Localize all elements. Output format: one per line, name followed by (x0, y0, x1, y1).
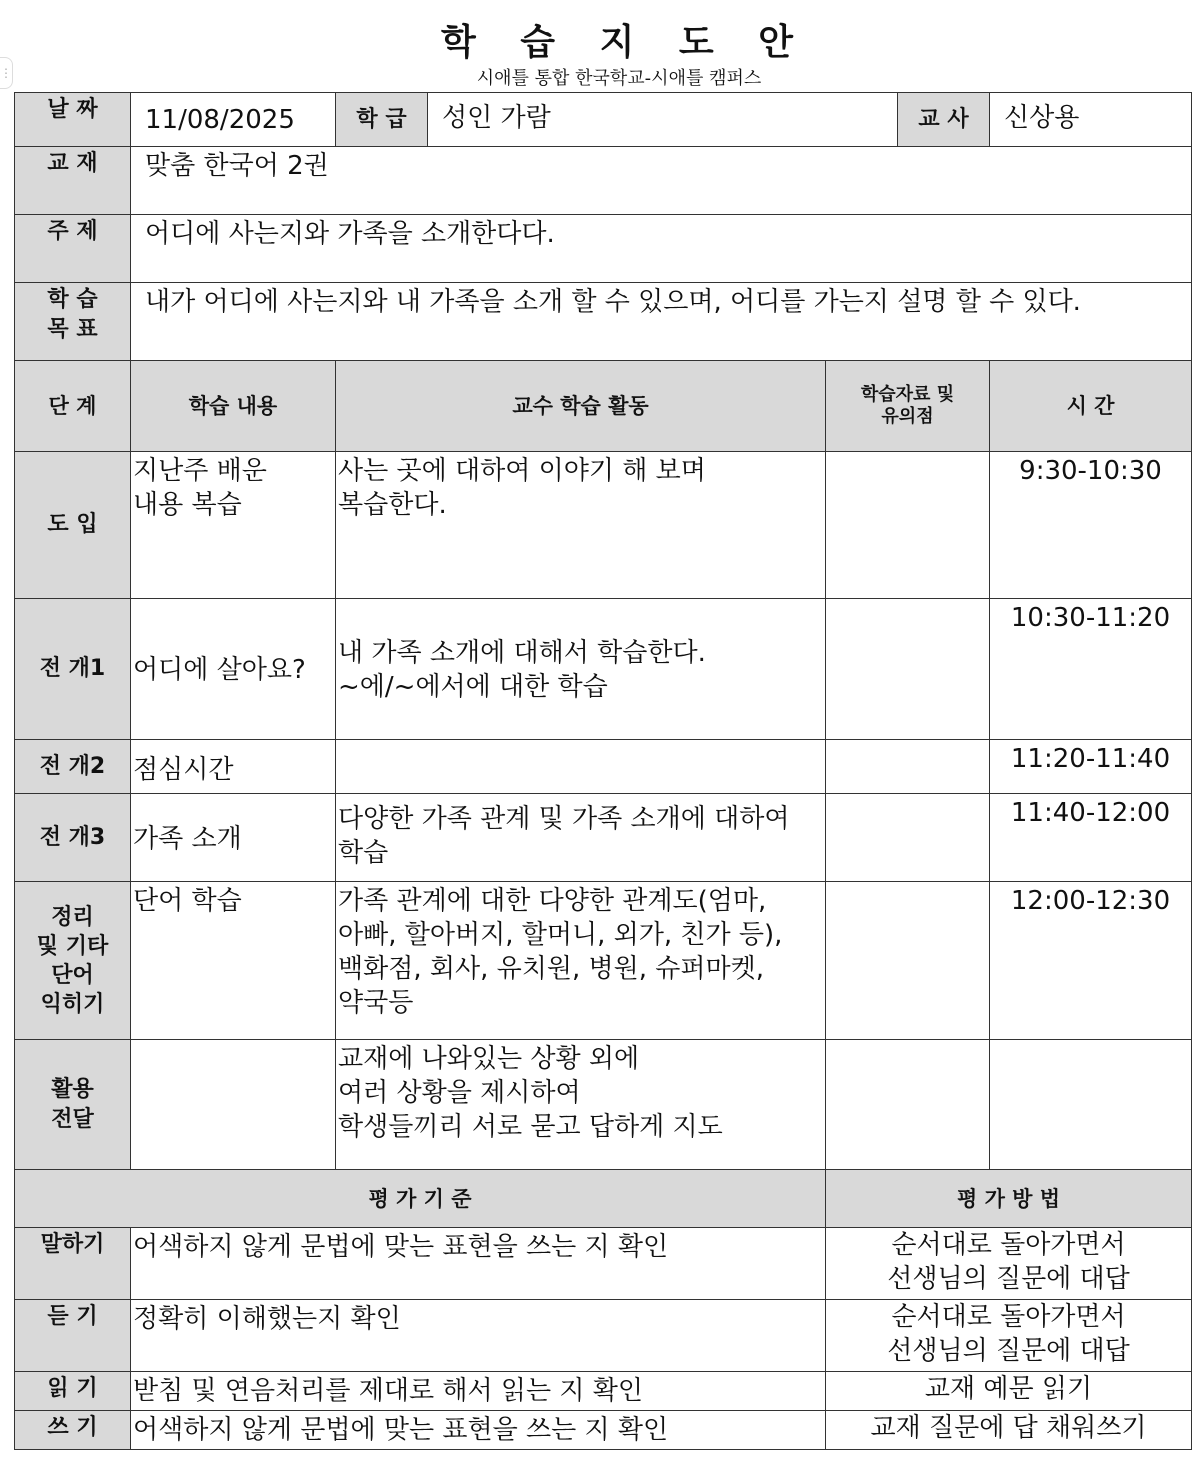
stage-cell (15, 599, 131, 740)
stage-cell (15, 740, 131, 794)
content-line: 점심시간 (133, 754, 234, 785)
eval-method-line: 교재 질문에 답 채워쓰기 (870, 1413, 1147, 1443)
activity-line: 교재에 나와있는 상황 외에 (338, 1044, 640, 1074)
content-cell[interactable] (131, 452, 336, 599)
materials-header-line: 유의점 (881, 406, 934, 427)
eval-method-line: 순서대로 돌아가면서 (891, 1230, 1126, 1260)
activity-cell[interactable] (336, 882, 826, 1040)
eval-method-cell[interactable] (826, 1411, 1192, 1450)
date-value[interactable]: 11/08/2025 (131, 93, 336, 147)
topic-label: 주 제 (15, 215, 131, 283)
eval-criteria-cell[interactable]: 어색하지 않게 문법에 맞는 표현을 쓰는 지 확인 (131, 1228, 826, 1300)
stage-line: 단어 (51, 962, 94, 988)
materials-header (826, 361, 990, 452)
content-line: 가족 소개 (133, 823, 242, 854)
materials-cell[interactable] (826, 794, 990, 882)
materials-cell[interactable] (826, 740, 990, 794)
activity-cell[interactable] (336, 1040, 826, 1170)
eval-method-line: 선생님의 질문에 대답 (887, 1336, 1130, 1366)
stage-line: 및 기타 (36, 933, 109, 959)
method-header: 평 가 방 법 (826, 1170, 1192, 1228)
activity-line: 학생들끼리 서로 묻고 답하게 지도 (338, 1112, 723, 1142)
activity-cell[interactable] (336, 599, 826, 740)
activity-cell[interactable] (336, 740, 826, 794)
time-cell[interactable]: 10:30-11:20 (990, 599, 1192, 740)
content-cell[interactable] (131, 740, 336, 794)
materials-cell[interactable] (826, 452, 990, 599)
class-value[interactable]: 성인 가람 (428, 93, 898, 147)
goal-value[interactable]: 내가 어디에 사는지와 내 가족을 소개 할 수 있으며, 어디를 가는지 설명 할 수 있다. (131, 283, 1192, 361)
eval-method-line: 선생님의 질문에 대답 (887, 1264, 1130, 1294)
stage-line: 전 개3 (39, 824, 106, 850)
page-title: 학 습 지 도 안 (440, 22, 809, 63)
materials-cell[interactable] (826, 599, 990, 740)
teacher-value[interactable]: 신상용 (990, 93, 1192, 147)
content-line: 단어 학습 (133, 886, 242, 916)
content-line: 지난주 배운 (133, 456, 267, 486)
content-cell[interactable] (131, 882, 336, 1040)
stage-line: 전 개1 (39, 656, 106, 681)
activity-line: 복습한다. (338, 490, 447, 520)
textbook-value[interactable]: 맞춤 한국어 2권 (131, 147, 1192, 215)
topic-value[interactable]: 어디에 사는지와 가족을 소개한다다. (131, 215, 1192, 283)
criteria-header: 평 가 기 준 (15, 1170, 826, 1228)
goal-label (15, 283, 131, 361)
time-cell[interactable] (990, 1040, 1192, 1170)
goal-label-line: 학 습 (47, 287, 98, 312)
activity-line: 여러 상황을 제시하여 (338, 1078, 581, 1108)
stage-cell (15, 452, 131, 599)
content-cell[interactable] (131, 599, 336, 740)
side-drag-handle-icon[interactable]: ⋮ (0, 57, 13, 89)
activity-line: 학습 (338, 838, 389, 868)
time-cell[interactable]: 11:20-11:40 (990, 740, 1192, 794)
eval-method-cell[interactable] (826, 1372, 1192, 1411)
materials-cell[interactable] (826, 1040, 990, 1170)
goal-label-line: 목 표 (47, 317, 98, 342)
content-line: 내용 복습 (133, 490, 242, 520)
eval-method-line: 교재 예문 읽기 (924, 1374, 1093, 1404)
eval-criteria-cell[interactable]: 어색하지 않게 문법에 맞는 표현을 쓰는 지 확인 (131, 1411, 826, 1450)
stage-line: 익히기 (40, 991, 105, 1017)
teacher-label: 교 사 (898, 93, 990, 147)
materials-header-line: 학습자료 및 (860, 384, 955, 405)
activity-header: 교수 학습 활동 (336, 361, 826, 452)
page-subtitle: 시애틀 통합 한국학교-시애틀 캠퍼스 (476, 68, 762, 89)
stage-cell (15, 1040, 131, 1170)
stage-line: 도 입 (47, 512, 98, 537)
stage-line: 전 개2 (39, 753, 106, 779)
activity-line: 다양한 가족 관계 및 가족 소개에 대하여 (338, 804, 790, 834)
materials-cell[interactable] (826, 882, 990, 1040)
stage-header: 단 계 (15, 361, 131, 452)
eval-area-label: 듣 기 (15, 1300, 131, 1372)
stage-line: 전달 (51, 1106, 94, 1132)
content-cell[interactable] (131, 1040, 336, 1170)
time-cell[interactable]: 11:40-12:00 (990, 794, 1192, 882)
textbook-label: 교 재 (15, 147, 131, 215)
eval-criteria-cell[interactable]: 정확히 이해했는지 확인 (131, 1300, 826, 1372)
eval-method-line: 순서대로 돌아가면서 (891, 1302, 1126, 1332)
activity-line: ~에/~에서에 대한 학습 (338, 672, 608, 702)
class-label: 학 급 (336, 93, 428, 147)
lesson-plan-table (14, 92, 1192, 1450)
eval-area-label: 말하기 (15, 1228, 131, 1300)
activity-line: 사는 곳에 대하여 이야기 해 보며 (338, 456, 706, 486)
eval-area-label: 쓰 기 (15, 1411, 131, 1450)
stage-cell (15, 794, 131, 882)
eval-criteria-cell[interactable]: 받침 및 연음처리를 제대로 해서 읽는 지 확인 (131, 1372, 826, 1411)
eval-area-label: 읽 기 (15, 1372, 131, 1411)
eval-method-cell[interactable] (826, 1300, 1192, 1372)
content-cell[interactable] (131, 794, 336, 882)
time-cell[interactable]: 9:30-10:30 (990, 452, 1192, 599)
activity-line: 백화점, 회사, 유치원, 병원, 슈퍼마켓, (338, 954, 765, 984)
stage-cell (15, 882, 131, 1040)
eval-method-cell[interactable] (826, 1228, 1192, 1300)
time-header: 시 간 (990, 361, 1192, 452)
time-cell[interactable]: 12:00-12:30 (990, 882, 1192, 1040)
activity-line: 약국등 (338, 988, 414, 1018)
date-label: 날 짜 (15, 93, 131, 147)
stage-line: 활용 (51, 1076, 94, 1102)
stage-line: 정리 (51, 904, 94, 930)
activity-cell[interactable] (336, 452, 826, 599)
content-line: 어디에 살아요? (133, 655, 306, 685)
activity-cell[interactable] (336, 794, 826, 882)
activity-line: 내 가족 소개에 대해서 학습한다. (338, 638, 706, 668)
content-header: 학습 내용 (131, 361, 336, 452)
activity-line: 아빠, 할아버지, 할머니, 외가, 친가 등), (338, 920, 783, 950)
activity-line: 가족 관계에 대한 다양한 관계도(엄마, (338, 886, 767, 916)
